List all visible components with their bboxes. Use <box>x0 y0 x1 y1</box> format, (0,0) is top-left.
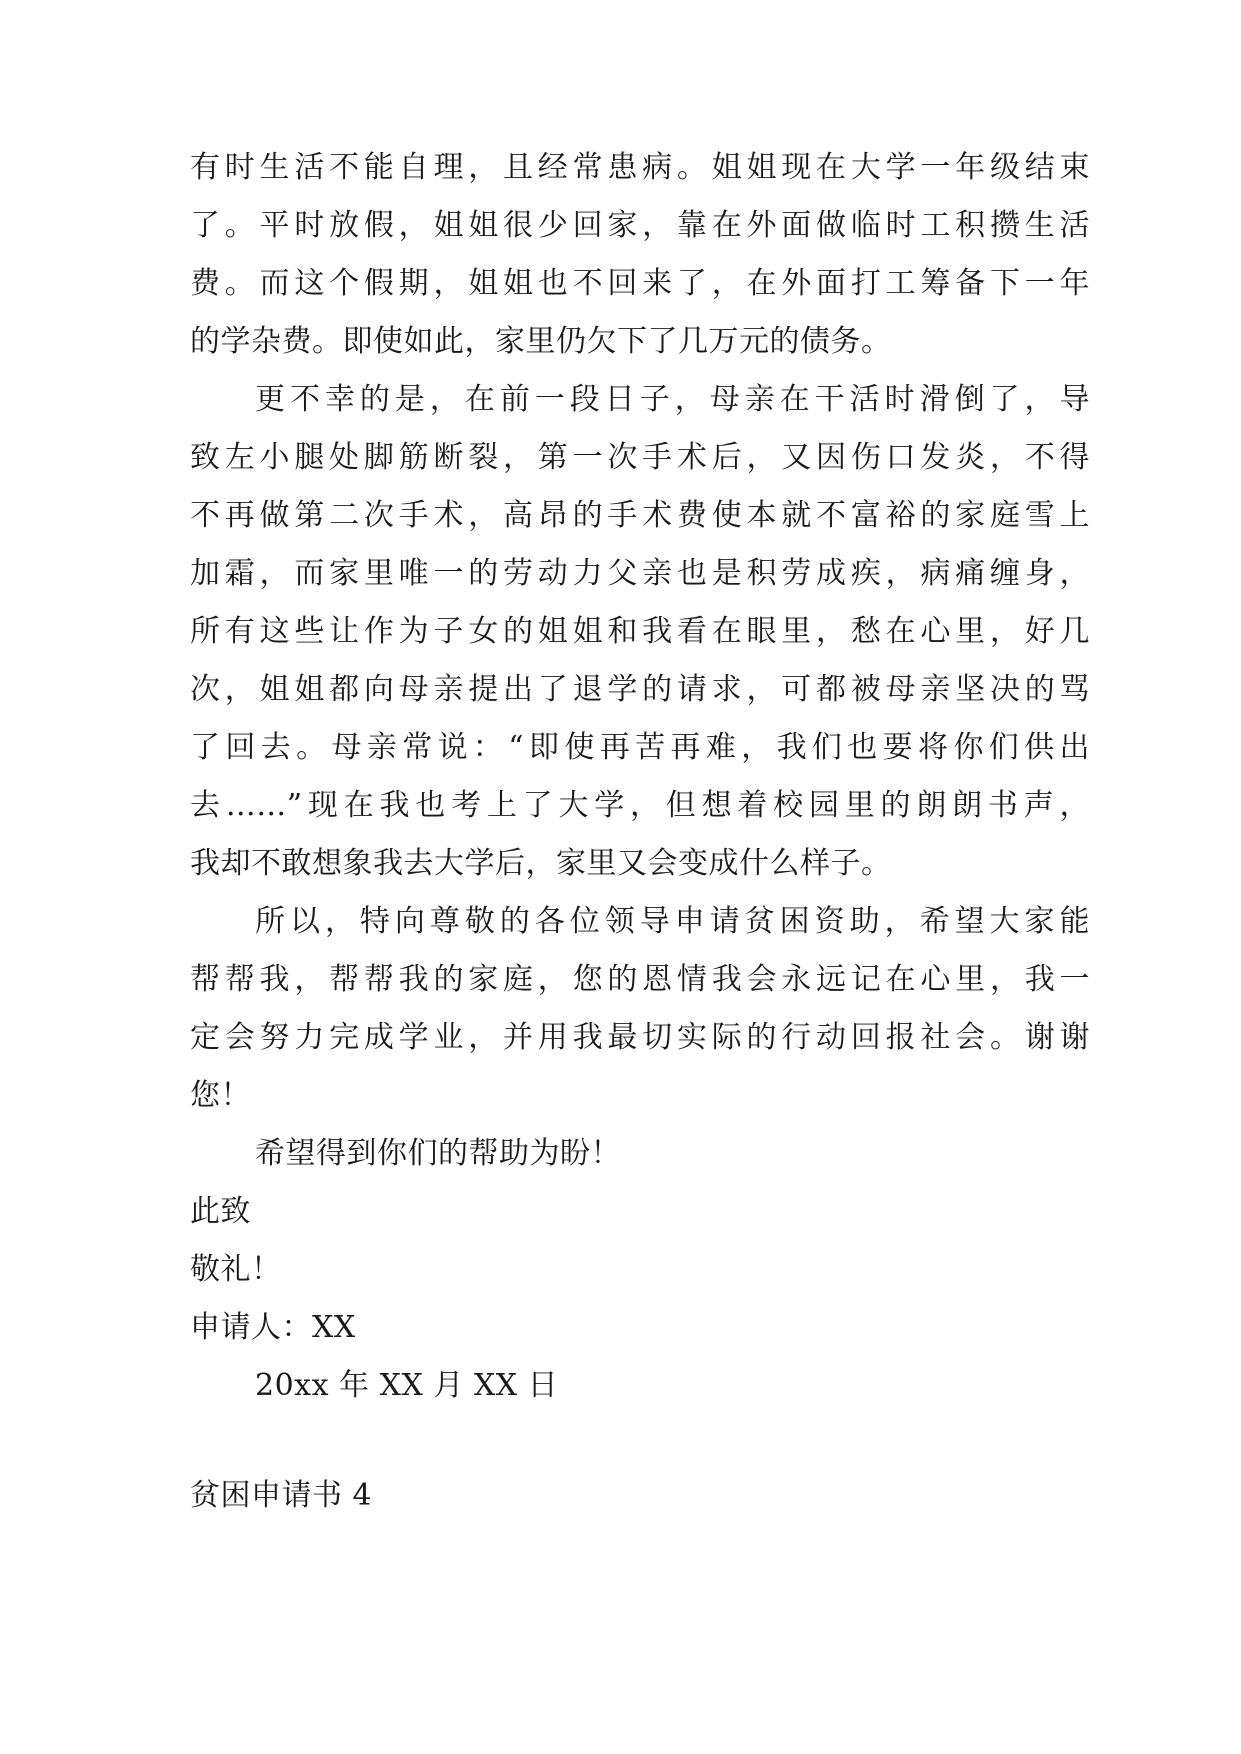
paragraph-2-line-2: 致左小腿处脚筋断裂，第一次手术后，又因伤口发炎，不得 <box>190 440 1090 475</box>
paragraph-2-line-3: 不再做第二次手术，高昂的手术费使本就不富裕的家庭雪上 <box>190 498 1090 533</box>
paragraph-3-line-4: 您！ <box>190 1078 251 1113</box>
paragraph-3-line-1: 所以，特向尊敬的各位领导申请贫困资助，希望大家能 <box>255 904 1090 939</box>
application-date: 20xx 年 XX 月 XX 日 <box>255 1368 559 1403</box>
paragraph-2-line-9: 我却不敢想象我去大学后，家里又会变成什么样子。 <box>190 846 892 881</box>
next-section-heading: 贫困申请书 4 <box>190 1478 373 1513</box>
paragraph-1-line-3: 费。而这个假期，姐姐也不回来了，在外面打工筹备下一年 <box>190 266 1090 301</box>
paragraph-2-line-5: 所有这些让作为子女的姐姐和我看在眼里，愁在心里，好几 <box>190 614 1090 649</box>
paragraph-3-line-2: 帮帮我，帮帮我的家庭，您的恩情我会永远记在心里，我一 <box>190 962 1090 997</box>
paragraph-2-line-4: 加霜，而家里唯一的劳动力父亲也是积劳成疾，病痛缠身， <box>190 556 1090 591</box>
paragraph-2-line-1: 更不幸的是，在前一段日子，母亲在干活时滑倒了，导 <box>255 382 1090 417</box>
paragraph-2-line-6: 次，姐姐都向母亲提出了退学的请求，可都被母亲坚决的骂 <box>190 672 1090 707</box>
paragraph-1-line-4: 的学杂费。即使如此，家里仍欠下了几万元的债务。 <box>190 324 892 359</box>
salutation-line-2: 敬礼！ <box>190 1252 282 1287</box>
applicant-signature: 申请人：XX <box>190 1310 356 1345</box>
paragraph-2-line-7: 了回去。母亲常说：“即使再苦再难，我们也要将你们供出 <box>190 730 1090 765</box>
closing-hope: 希望得到你们的帮助为盼！ <box>255 1136 621 1171</box>
salutation-line-1: 此致 <box>190 1194 251 1229</box>
paragraph-2-line-8: 去……”现在我也考上了大学，但想着校园里的朗朗书声， <box>190 788 1090 823</box>
paragraph-1-line-2: 了。平时放假，姐姐很少回家，靠在外面做临时工积攒生活 <box>190 208 1090 243</box>
paragraph-3-line-3: 定会努力完成学业，并用我最切实际的行动回报社会。谢谢 <box>190 1020 1090 1055</box>
paragraph-1-line-1: 有时生活不能自理，且经常患病。姐姐现在大学一年级结束 <box>190 150 1090 185</box>
